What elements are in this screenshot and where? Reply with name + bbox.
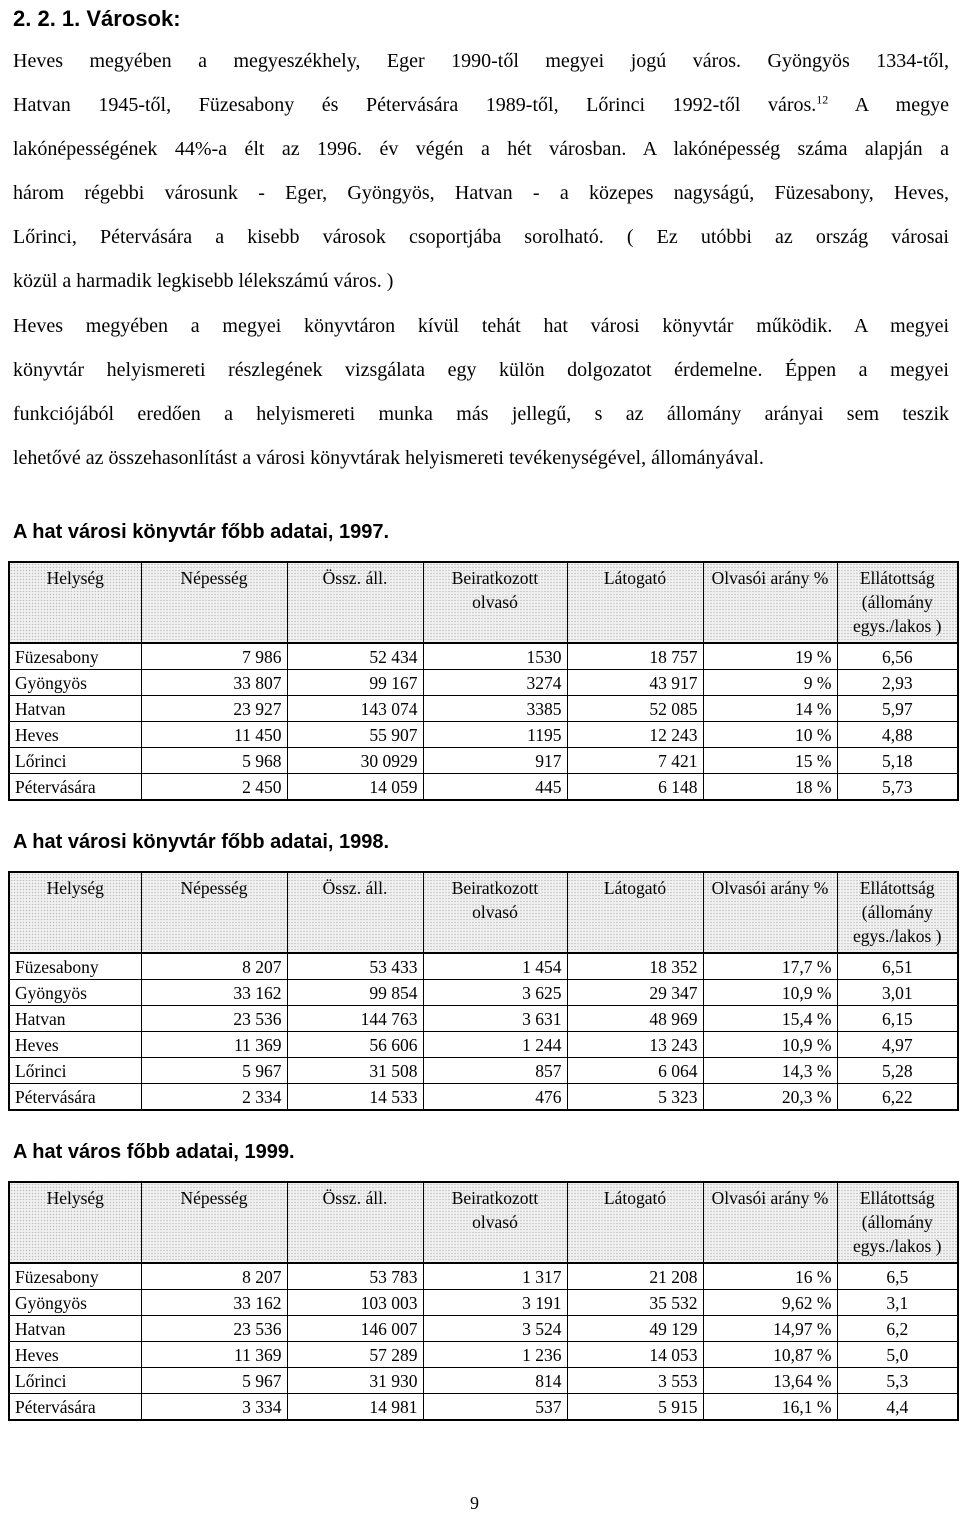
table-cell: 814 xyxy=(423,1368,567,1394)
table-cell: 5,73 xyxy=(837,774,958,801)
table-cell: 14 % xyxy=(703,696,837,722)
row-label-cell: Füzesabony xyxy=(9,1263,141,1290)
table-cell: 52 085 xyxy=(567,696,703,722)
table-cell: 23 536 xyxy=(141,1006,287,1032)
column-header: Látogató xyxy=(567,1182,703,1263)
table-cell: 14 533 xyxy=(287,1084,423,1111)
table-cell: 19 % xyxy=(703,643,837,670)
table-body xyxy=(9,1263,958,1420)
table-cell: 7 986 xyxy=(141,643,287,670)
table-cell: 10,9 % xyxy=(703,980,837,1006)
table-row xyxy=(9,643,958,670)
table-cell: 6 064 xyxy=(567,1058,703,1084)
row-label-cell: Heves xyxy=(9,1032,141,1058)
table-cell: 445 xyxy=(423,774,567,801)
table-row xyxy=(9,722,958,748)
table-cell: 5 968 xyxy=(141,748,287,774)
paragraph-line: könyvtár helyismereti részlegének vizsgálata egy külön dolgozatot érdemelne. Éppen a megyei xyxy=(13,359,949,382)
row-label-cell: Hatvan xyxy=(9,696,141,722)
table-cell: 6,15 xyxy=(837,1006,958,1032)
table-cell: 3 631 xyxy=(423,1006,567,1032)
table-cell: 5,28 xyxy=(837,1058,958,1084)
column-header: Népesség xyxy=(141,562,287,643)
table-cell: 6,2 xyxy=(837,1316,958,1342)
section-title: 2. 2. 1. Városok: xyxy=(13,6,181,31)
table-cell: 20,3 % xyxy=(703,1084,837,1111)
table-row xyxy=(9,1394,958,1421)
table-cell: 43 917 xyxy=(567,670,703,696)
paragraph-line: közül a harmadik legkisebb lélekszámú város. ) xyxy=(13,270,394,293)
row-label-cell: Pétervására xyxy=(9,1084,141,1111)
table-row xyxy=(9,748,958,774)
table-cell: 1 454 xyxy=(423,953,567,980)
row-label-cell: Hatvan xyxy=(9,1006,141,1032)
table-cell: 11 450 xyxy=(141,722,287,748)
table-cell: 2 450 xyxy=(141,774,287,801)
table-cell: 9,62 % xyxy=(703,1290,837,1316)
table-row xyxy=(9,1006,958,1032)
paragraph-libraries xyxy=(13,304,949,480)
table-cell: 1195 xyxy=(423,722,567,748)
column-header: Ellátottság (állomány egys./lakos ) xyxy=(837,872,958,953)
table-caption-1998: A hat városi könyvtár főbb adatai, 1998. xyxy=(13,831,390,853)
column-header: Ellátottság (állomány egys./lakos ) xyxy=(837,1182,958,1263)
table-cell: 5 323 xyxy=(567,1084,703,1111)
table-cell: 857 xyxy=(423,1058,567,1084)
table-cell: 18 % xyxy=(703,774,837,801)
table-cell: 4,4 xyxy=(837,1394,958,1421)
table-cell: 53 433 xyxy=(287,953,423,980)
table-cell: 99 854 xyxy=(287,980,423,1006)
table-row xyxy=(9,980,958,1006)
table-cell: 8 207 xyxy=(141,953,287,980)
column-header: Helység xyxy=(9,1182,141,1263)
column-header: Helység xyxy=(9,872,141,953)
table-cell: 14,97 % xyxy=(703,1316,837,1342)
table-cell: 6,51 xyxy=(837,953,958,980)
table-cell: 3,1 xyxy=(837,1290,958,1316)
table-cell: 52 434 xyxy=(287,643,423,670)
table-cell: 99 167 xyxy=(287,670,423,696)
table-body xyxy=(9,643,958,800)
table-cell: 3385 xyxy=(423,696,567,722)
table-cell: 14 059 xyxy=(287,774,423,801)
table-row xyxy=(9,1342,958,1368)
table-cell: 3 191 xyxy=(423,1290,567,1316)
table-cell: 14 981 xyxy=(287,1394,423,1421)
table-cell: 5 967 xyxy=(141,1368,287,1394)
table-row xyxy=(9,1032,958,1058)
table-cell: 3 334 xyxy=(141,1394,287,1421)
table-cell: 6,5 xyxy=(837,1263,958,1290)
table-row xyxy=(9,670,958,696)
table-cell: 1530 xyxy=(423,643,567,670)
paragraph-line xyxy=(13,83,949,127)
table-caption-1997: A hat városi könyvtár főbb adatai, 1997. xyxy=(13,521,390,543)
table-cell: 14,3 % xyxy=(703,1058,837,1084)
row-label-cell: Heves xyxy=(9,1342,141,1368)
table-cell: 3 524 xyxy=(423,1316,567,1342)
row-label-cell: Füzesabony xyxy=(9,643,141,670)
column-header: Népesség xyxy=(141,872,287,953)
table-cell: 31 508 xyxy=(287,1058,423,1084)
paragraph-line-text: Hatvan 1945-től, Füzesabony és Pétervására 1989-től, Lőrinci 1992-től város. xyxy=(13,94,817,117)
column-header: Ellátottság (állomány egys./lakos ) xyxy=(837,562,958,643)
table-header-row xyxy=(9,872,958,953)
table-cell: 15,4 % xyxy=(703,1006,837,1032)
table-cell: 11 369 xyxy=(141,1032,287,1058)
column-header: Beiratkozott olvasó xyxy=(423,1182,567,1263)
table-cell: 1 236 xyxy=(423,1342,567,1368)
table-row xyxy=(9,1316,958,1342)
table-cell: 56 606 xyxy=(287,1032,423,1058)
table-cell: 11 369 xyxy=(141,1342,287,1368)
table-cell: 2 334 xyxy=(141,1084,287,1111)
row-label-cell: Lőrinci xyxy=(9,1368,141,1394)
table-cell: 10,87 % xyxy=(703,1342,837,1368)
table-row xyxy=(9,696,958,722)
table-cell: 5,0 xyxy=(837,1342,958,1368)
row-label-cell: Hatvan xyxy=(9,1316,141,1342)
table-cell: 29 347 xyxy=(567,980,703,1006)
table-cell: 2,93 xyxy=(837,670,958,696)
paragraph-line: Heves megyében a megyei könyvtáron kívül tehát hat városi könyvtár működik. A megyei xyxy=(13,315,949,337)
paragraph-towns xyxy=(13,39,949,304)
table-cell: 35 532 xyxy=(567,1290,703,1316)
table-cell: 23 927 xyxy=(141,696,287,722)
table-cell: 5,97 xyxy=(837,696,958,722)
row-label-cell: Gyöngyös xyxy=(9,670,141,696)
table-cell: 3 625 xyxy=(423,980,567,1006)
table-cell: 4,97 xyxy=(837,1032,958,1058)
table-cell: 18 757 xyxy=(567,643,703,670)
table-cell: 30 0929 xyxy=(287,748,423,774)
table-cell: 3,01 xyxy=(837,980,958,1006)
table-cell: 31 930 xyxy=(287,1368,423,1394)
table-cell: 6 148 xyxy=(567,774,703,801)
column-header: Össz. áll. xyxy=(287,872,423,953)
table-cell: 10 % xyxy=(703,722,837,748)
paragraph-line: funkciójából eredően a helyismereti munka más jellegű, s az állomány arányai sem teszik xyxy=(13,403,949,426)
table-cell: 5,18 xyxy=(837,748,958,774)
table-cell: 3274 xyxy=(423,670,567,696)
table-cell: 53 783 xyxy=(287,1263,423,1290)
table-cell: 16,1 % xyxy=(703,1394,837,1421)
table-header-row xyxy=(9,1182,958,1263)
page-number: 9 xyxy=(470,1493,479,1513)
row-label-cell: Pétervására xyxy=(9,774,141,801)
paragraph-line: lakónépességének 44%-a élt az 1996. év végén a hét városban. A lakónépesség száma alapján a xyxy=(13,138,949,161)
column-header: Helység xyxy=(9,562,141,643)
table-cell: 12 243 xyxy=(567,722,703,748)
table-cell: 7 421 xyxy=(567,748,703,774)
library-table-1999 xyxy=(8,1181,959,1421)
table-cell: 23 536 xyxy=(141,1316,287,1342)
table-cell: 143 074 xyxy=(287,696,423,722)
row-label-cell: Heves xyxy=(9,722,141,748)
table-cell: 13,64 % xyxy=(703,1368,837,1394)
table-cell: 16 % xyxy=(703,1263,837,1290)
table-cell: 10,9 % xyxy=(703,1032,837,1058)
paragraph-line: Lőrinci, Pétervására a kisebb városok csoportjába sorolható. ( Ez utóbbi az ország városai xyxy=(13,226,949,249)
table-cell: 917 xyxy=(423,748,567,774)
paragraph-line: lehetővé az összehasonlítást a városi könyvtárak helyismereti tevékenységével, állományával. xyxy=(13,447,764,470)
column-header: Látogató xyxy=(567,562,703,643)
table-cell: 476 xyxy=(423,1084,567,1111)
column-header: Olvasói arány % xyxy=(703,562,837,643)
table-row xyxy=(9,953,958,980)
table-cell: 146 007 xyxy=(287,1316,423,1342)
library-table-1997 xyxy=(8,561,959,801)
table-cell: 103 003 xyxy=(287,1290,423,1316)
table-cell: 4,88 xyxy=(837,722,958,748)
row-label-cell: Lőrinci xyxy=(9,1058,141,1084)
table-body xyxy=(9,953,958,1110)
column-header: Beiratkozott olvasó xyxy=(423,562,567,643)
table-header-row xyxy=(9,562,958,643)
table-row xyxy=(9,774,958,801)
table-row xyxy=(9,1058,958,1084)
table-cell: 48 969 xyxy=(567,1006,703,1032)
table-cell: 14 053 xyxy=(567,1342,703,1368)
row-label-cell: Füzesabony xyxy=(9,953,141,980)
table-row xyxy=(9,1263,958,1290)
table-caption-1999: A hat város főbb adatai, 1999. xyxy=(13,1141,295,1163)
table-cell: 33 162 xyxy=(141,1290,287,1316)
table-row xyxy=(9,1084,958,1111)
column-header: Olvasói arány % xyxy=(703,1182,837,1263)
table-cell: 8 207 xyxy=(141,1263,287,1290)
column-header: Látogató xyxy=(567,872,703,953)
table-cell: 55 907 xyxy=(287,722,423,748)
paragraph-line: három régebbi városunk - Eger, Gyöngyös, Hatvan - a közepes nagyságú, Füzesabony, Heves, xyxy=(13,182,949,205)
table-cell: 49 129 xyxy=(567,1316,703,1342)
row-label-cell: Lőrinci xyxy=(9,748,141,774)
table-cell: 6,22 xyxy=(837,1084,958,1111)
column-header: Olvasói arány % xyxy=(703,872,837,953)
paragraph-line-text: A megye xyxy=(828,94,949,117)
table-cell: 21 208 xyxy=(567,1263,703,1290)
table-cell: 1 244 xyxy=(423,1032,567,1058)
column-header: Össz. áll. xyxy=(287,1182,423,1263)
row-label-cell: Pétervására xyxy=(9,1394,141,1421)
table-cell: 537 xyxy=(423,1394,567,1421)
table-cell: 57 289 xyxy=(287,1342,423,1368)
table-row xyxy=(9,1368,958,1394)
table-cell: 5 915 xyxy=(567,1394,703,1421)
footnote-reference[interactable]: 12 xyxy=(816,92,829,107)
table-cell: 3 553 xyxy=(567,1368,703,1394)
table-cell: 5 967 xyxy=(141,1058,287,1084)
column-header: Népesség xyxy=(141,1182,287,1263)
row-label-cell: Gyöngyös xyxy=(9,1290,141,1316)
table-cell: 5,3 xyxy=(837,1368,958,1394)
table-cell: 13 243 xyxy=(567,1032,703,1058)
table-cell: 6,56 xyxy=(837,643,958,670)
table-cell: 1 317 xyxy=(423,1263,567,1290)
table-cell: 18 352 xyxy=(567,953,703,980)
library-table-1998 xyxy=(8,871,959,1111)
table-cell: 144 763 xyxy=(287,1006,423,1032)
row-label-cell: Gyöngyös xyxy=(9,980,141,1006)
table-cell: 33 162 xyxy=(141,980,287,1006)
column-header: Beiratkozott olvasó xyxy=(423,872,567,953)
paragraph-line: Heves megyében a megyeszékhely, Eger 1990-től megyei jogú város. Gyöngyös 1334-től, xyxy=(13,50,949,72)
table-row xyxy=(9,1290,958,1316)
table-cell: 17,7 % xyxy=(703,953,837,980)
table-cell: 15 % xyxy=(703,748,837,774)
table-cell: 9 % xyxy=(703,670,837,696)
table-cell: 33 807 xyxy=(141,670,287,696)
column-header: Össz. áll. xyxy=(287,562,423,643)
